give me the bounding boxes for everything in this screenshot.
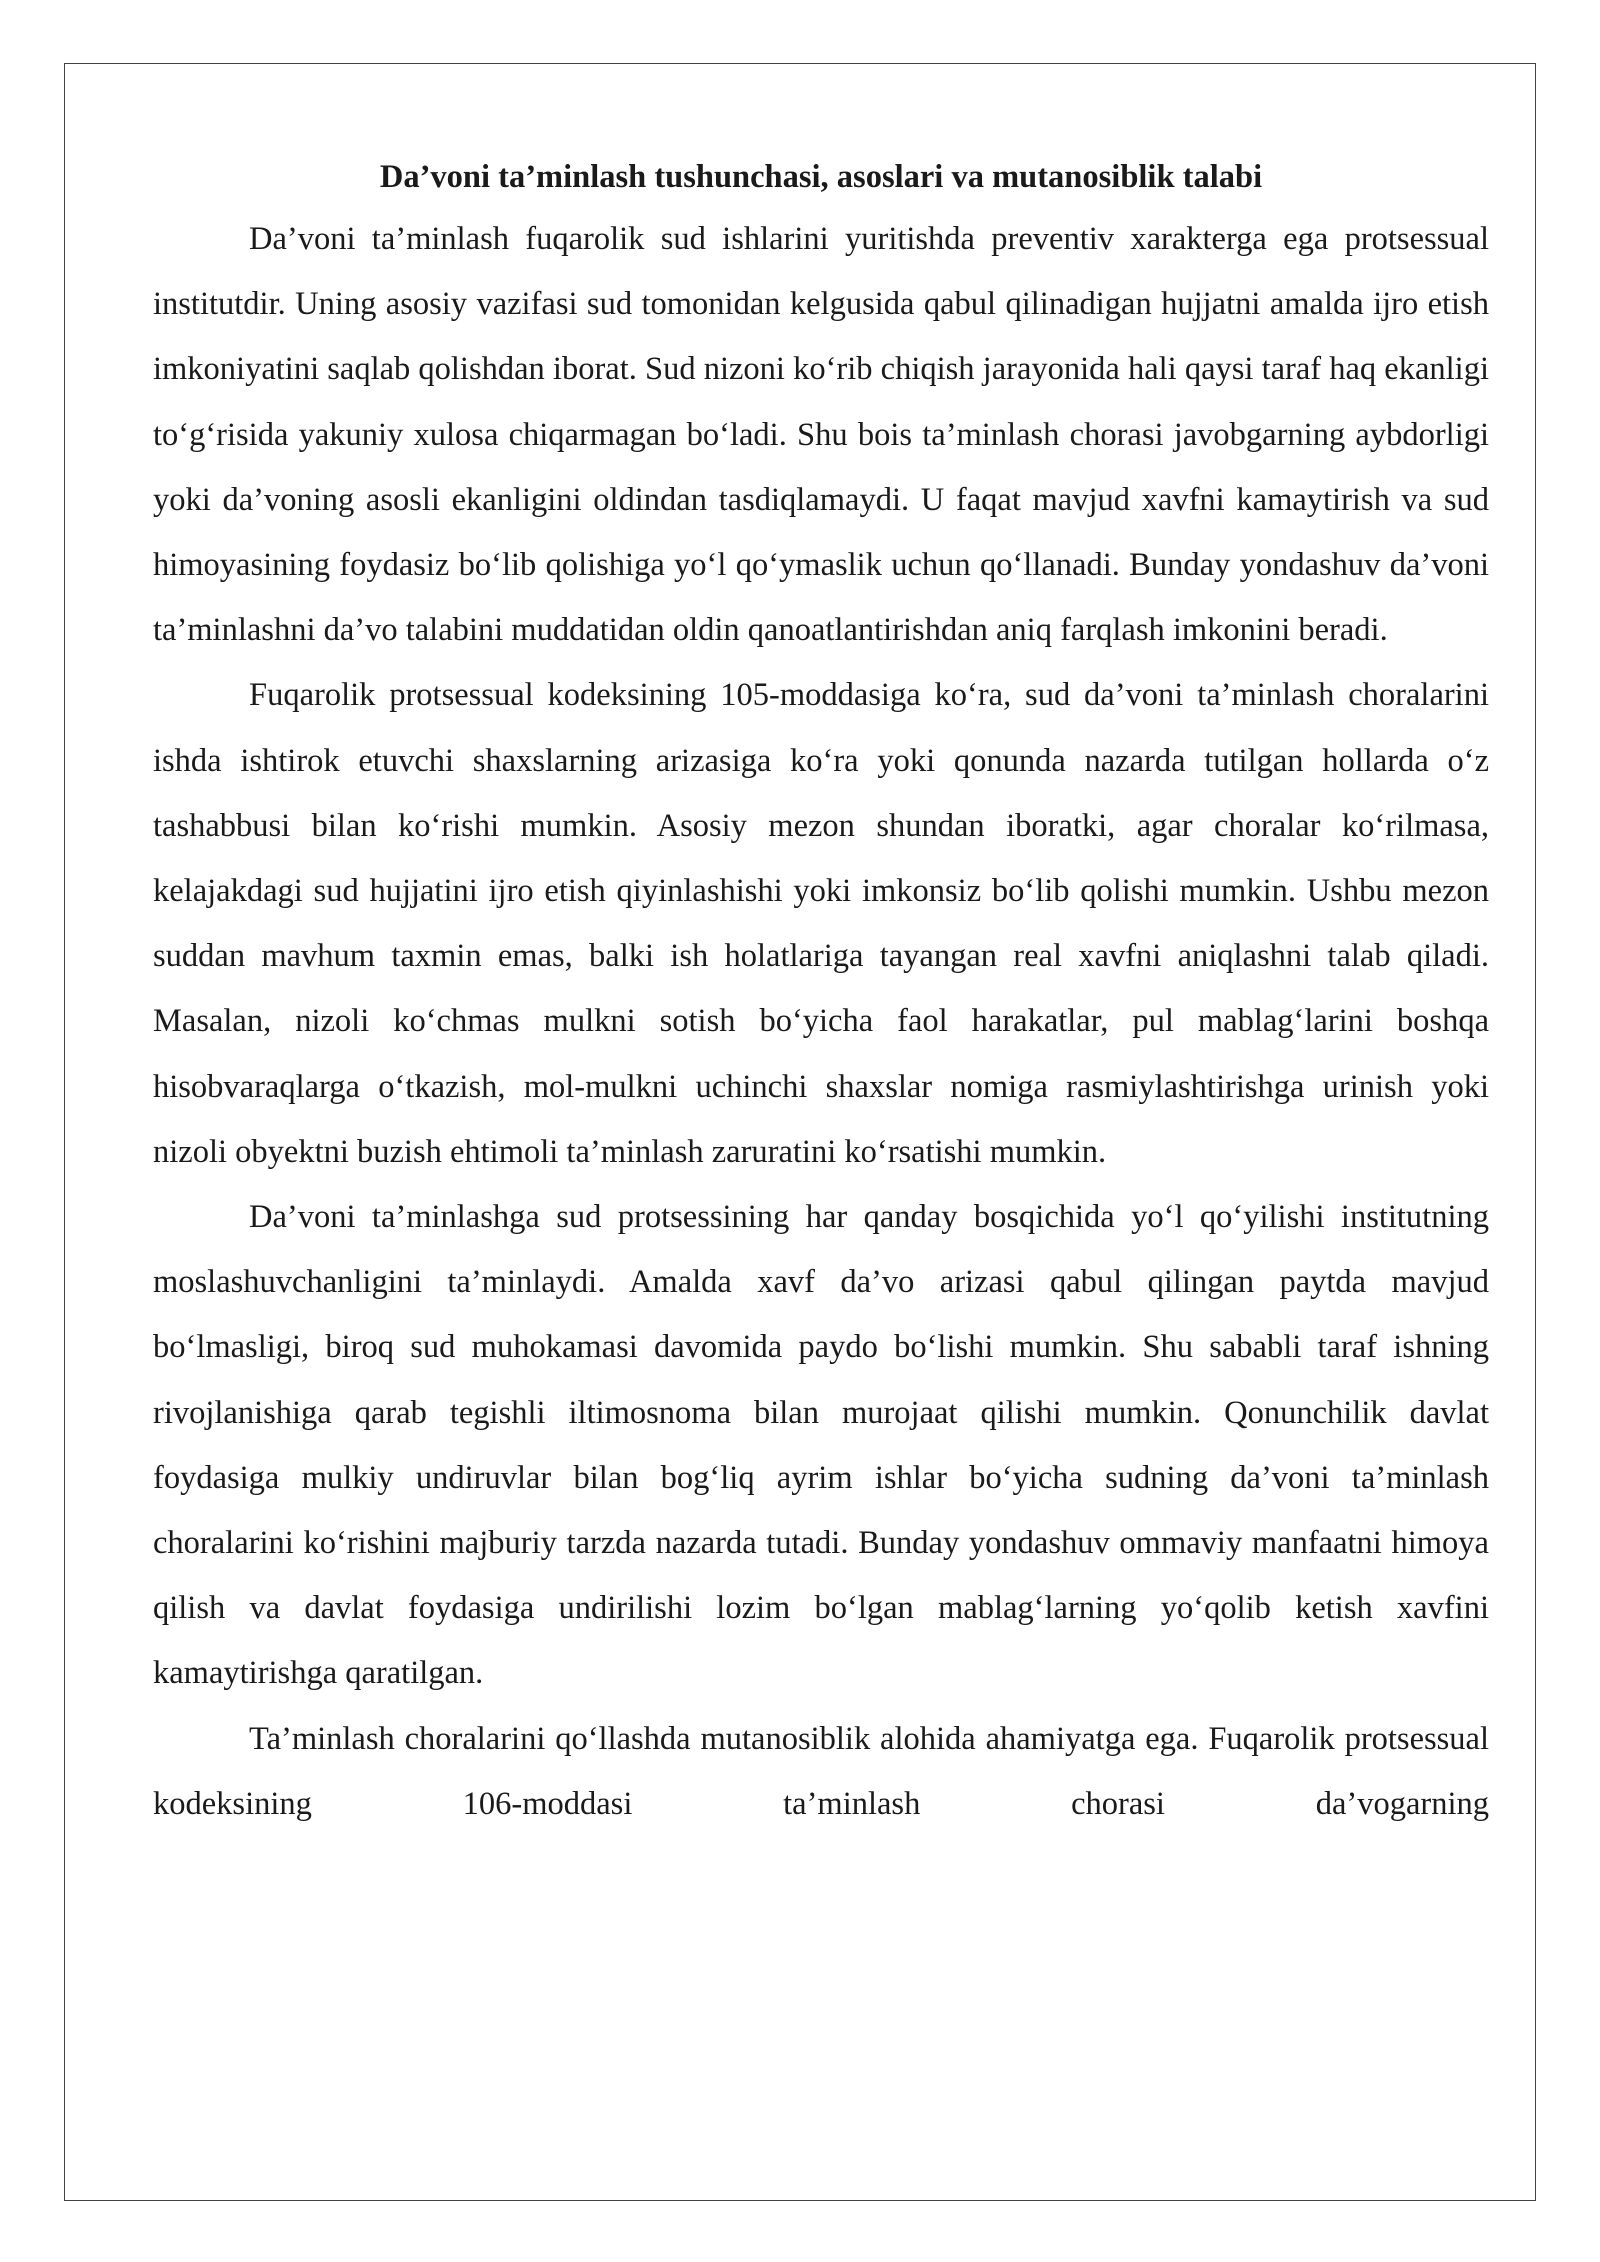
paragraph-1: Da’voni ta’minlash fuqarolik sud ishlarini yuritishda preventiv xarakterga ega protsessual institutdir. Uning asosiy vazifasi sud tomonidan kelgusida qabul qilinadigan hujjatni amalda ijro etish imkoniyatini saqlab qolishdan iborat. Sud nizoni ko‘rib chiqish jarayonida hali qaysi taraf haq ekanligi to‘g‘risida yakuniy xulosa chiqarmagan bo‘ladi. Shu bois ta’minlash chorasi javobgarning aybdorligi yoki da’voning asosli ekanligini oldindan tasdiqlamaydi. U faqat mavjud xavfni kamaytirish va sud himoyasining foydasiz bo‘lib qolishiga yo‘l qo‘ymaslik uchun qo‘llanadi. Bunday yondashuv da’voni ta’minlashni da’vo talabini muddatidan oldin qanoatlantirishdan aniq farqlash imkonini beradi. <box>153 221 1489 649</box>
paragraph-2: Fuqarolik protsessual kodeksining 105-moddasiga ko‘ra, sud da’voni ta’minlash choralarini ishda ishtirok etuvchi shaxslarning arizasiga ko‘ra yoki qonunda nazarda tutilgan hollarda o‘z tashabbusi bilan ko‘rishi mumkin. Asosiy mezon shundan iboratki, agar choralar ko‘rilmasa, kelajakdagi sud hujjatini ijro etish qiyinlashishi yoki imkonsiz bo‘lib qolishi mumkin. Ushbu mezon suddan mavhum taxmin emas, balki ish holatlariga tayangan real xavfni aniqlashni talab qiladi. Masalan, nizoli ko‘chmas mulkni sotish bo‘yicha faol harakatlar, pul mablag‘larini boshqa hisobvaraqlarga o‘tkazish, mol-mulkni uchinchi shaxslar nomiga rasmiylashtirishga urinish yoki nizoli obyektni buzish ehtimoli ta’minlash zaruratini ko‘rsatishi mumkin. <box>153 677 1489 1170</box>
paragraph-3: Da’voni ta’minlashga sud protsessining har qanday bosqichida yo‘l qo‘yilishi institutning moslashuvchanligini ta’minlaydi. Amalda xavf da’vo arizasi qabul qilingan paytda mavjud bo‘lmasligi, biroq sud muhokamasi davomida paydo bo‘lishi mumkin. Shu sababli taraf ishning rivojlanishiga qarab tegishli iltimosnoma bilan murojaat qilishi mumkin. Qonunchilik davlat foydasiga mulkiy undiruvlar bilan bog‘liq ayrim ishlar bo‘yicha sudning da’voni ta’minlash choralarini ko‘rishini majburiy tarzda nazarda tutadi. Bunday yondashuv ommaviy manfaatni himoya qilish va davlat foydasiga undirilishi lozim bo‘lgan mablag‘larning yo‘qolib ketish xavfini kamaytirishga qaratilgan. <box>153 1199 1489 1692</box>
paragraph-4: Ta’minlash choralarini qo‘llashda mutanosiblik alohida ahamiyatga ega. Fuqarolik protsessual kodeksining 106-moddasi ta’minlash chorasi da’vogarning <box>153 1720 1489 1822</box>
document-body <box>153 147 1489 1837</box>
document-title: Da’voni ta’minlash tushunchasi, asoslari va mutanosiblik talabi <box>379 159 1263 195</box>
